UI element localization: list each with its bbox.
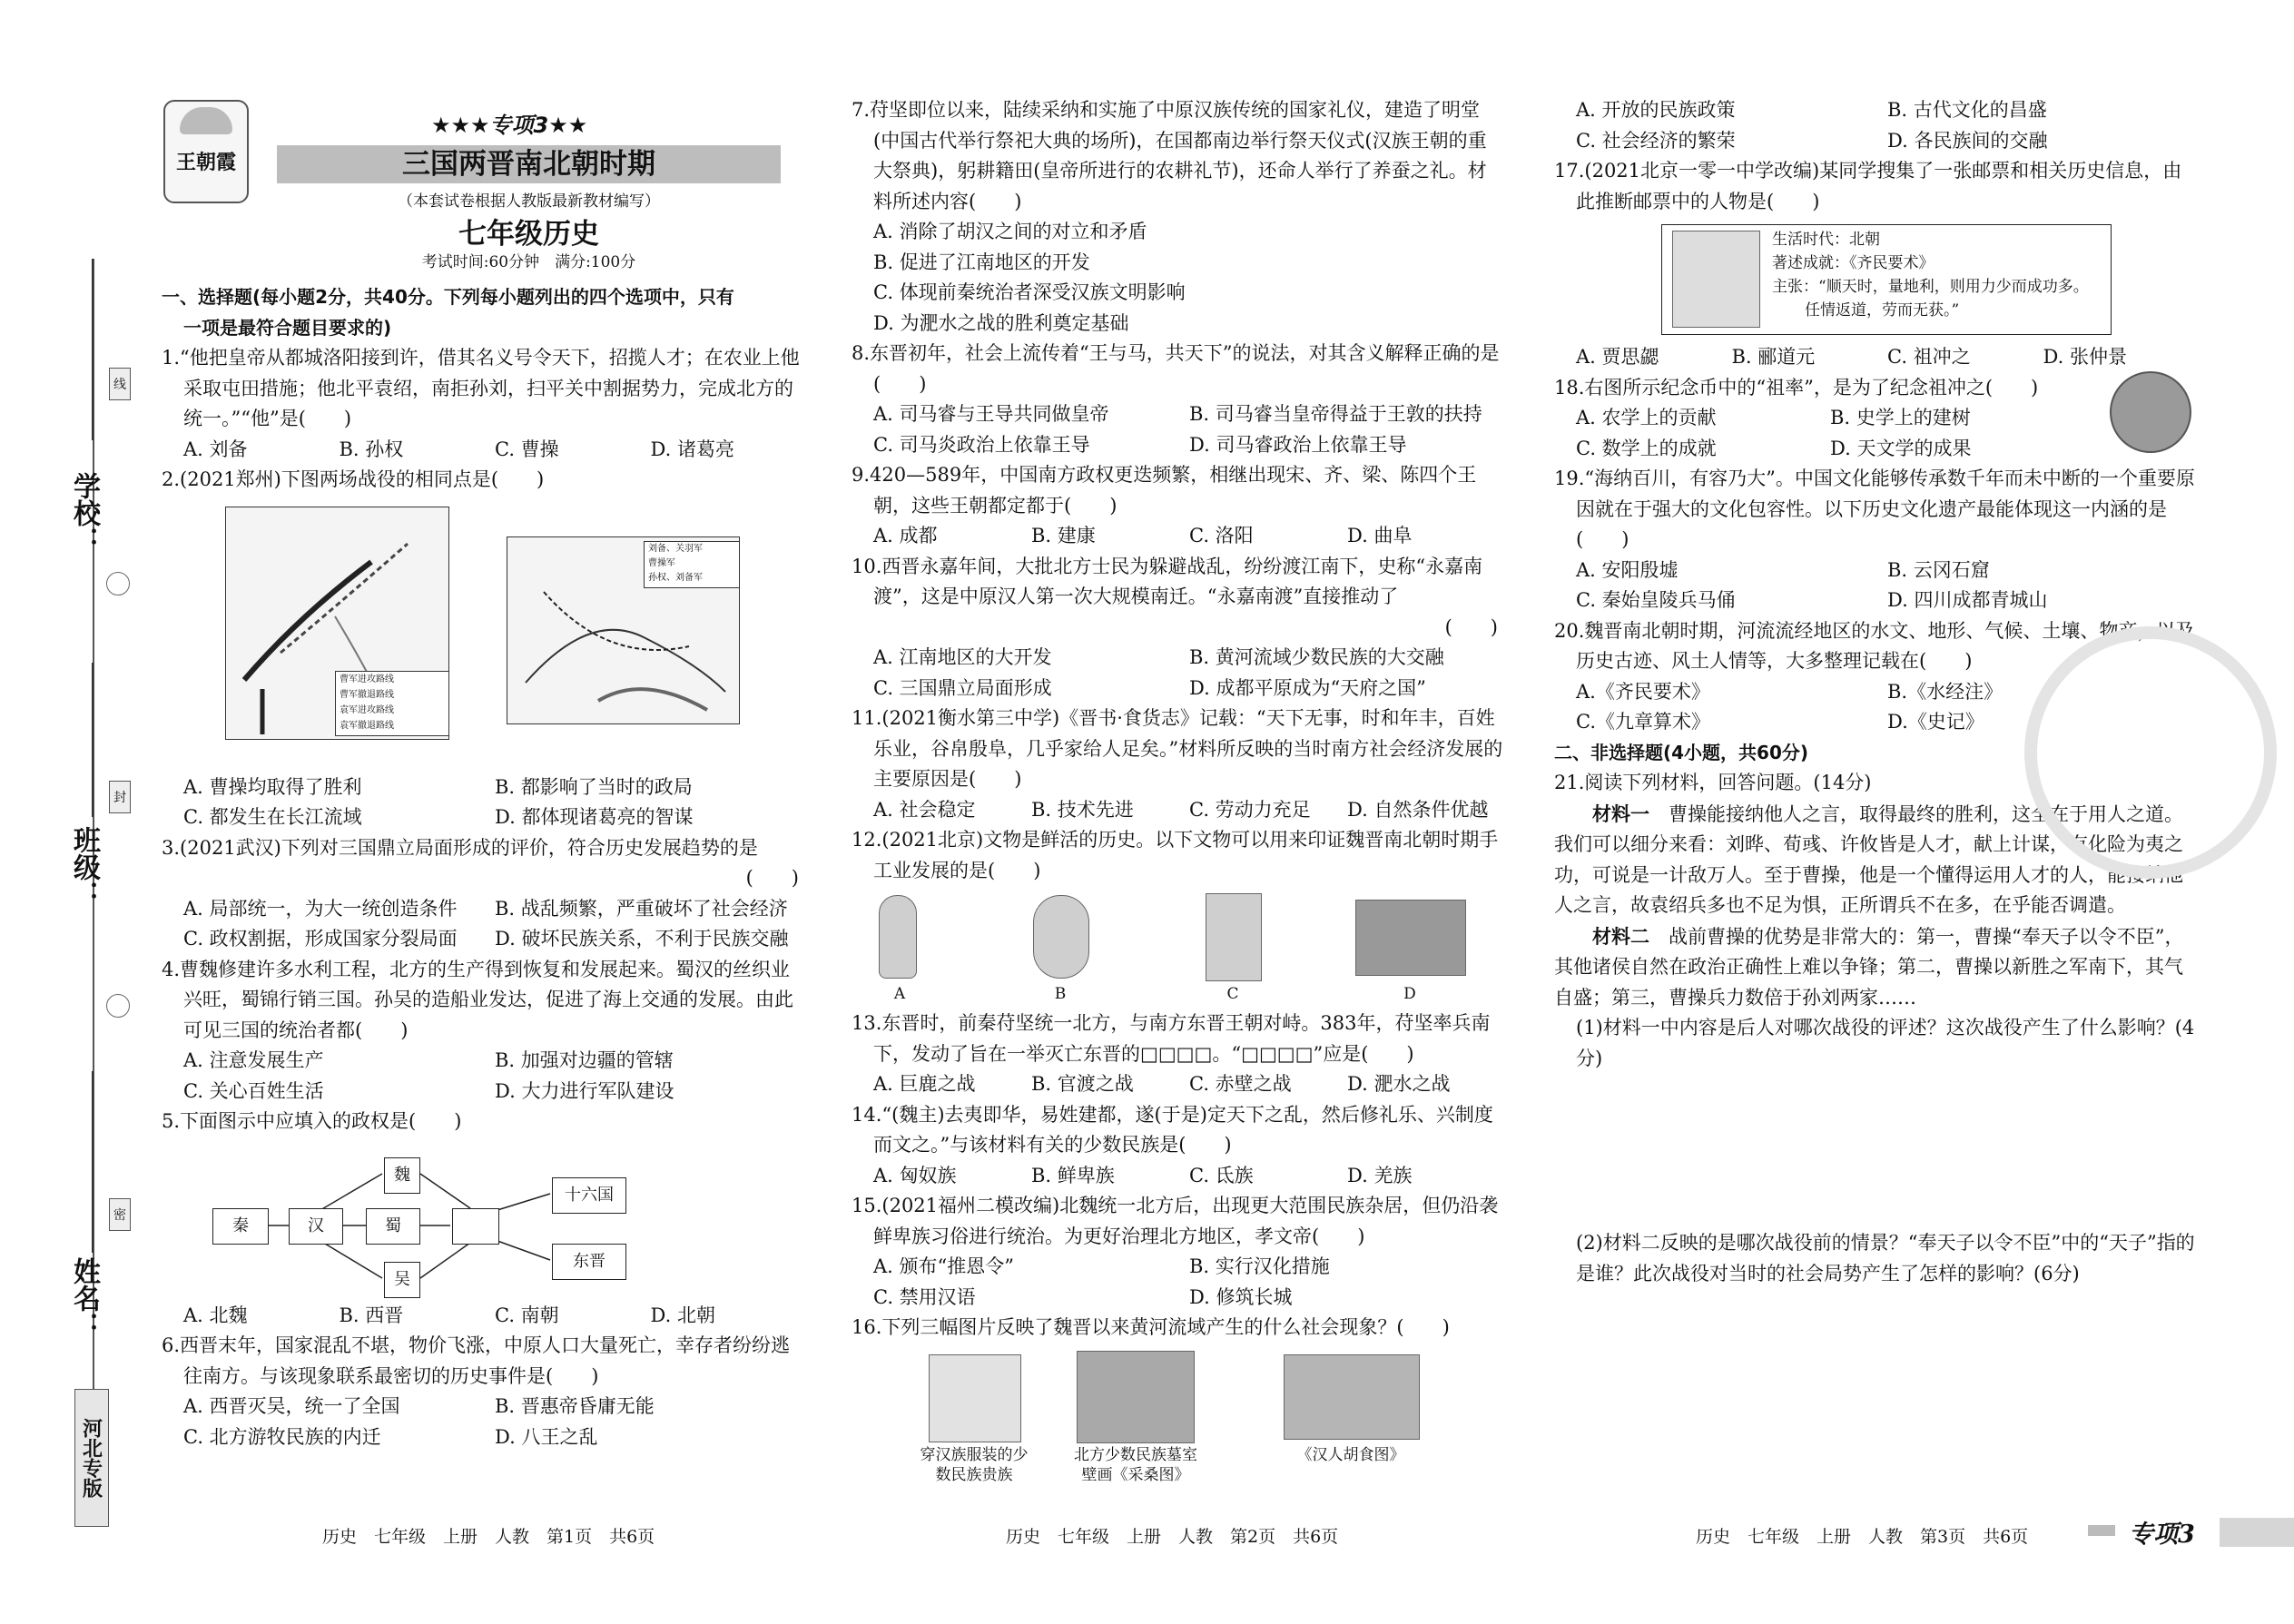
question-19: 19.“海纳百川，有容乃大”。中国文化能够传承数千年而未中断的一个重要原因就在于强大的文化包容性。以下历史文化遗产最能体现这一内涵的是( ) <box>1554 468 2195 550</box>
option[interactable]: B.《水经注》 <box>1887 680 2004 703</box>
option[interactable]: B. 技术先进 <box>1031 798 1134 821</box>
legend-item: 曹军撤退路线 <box>340 689 394 700</box>
artifact-a-vase-icon <box>879 895 917 979</box>
option[interactable]: C. 关心百姓生活 <box>183 1079 324 1102</box>
option[interactable]: C. 数学上的成就 <box>1576 437 1717 459</box>
seal-line: 线 <box>109 368 131 400</box>
q12-artifacts <box>852 886 1505 1009</box>
option[interactable]: D. 北朝 <box>650 1304 715 1326</box>
option[interactable]: C. 禁用汉语 <box>873 1285 976 1308</box>
option[interactable]: A. 消除了胡汉之间的对立和矛盾 <box>873 221 1147 242</box>
question-21: 21.阅读下列材料，回答问题。(14分) <box>1554 772 1872 793</box>
option[interactable]: C. 南朝 <box>495 1304 559 1326</box>
options-15b <box>852 1283 1505 1314</box>
option[interactable]: B. 都影响了当时的政局 <box>495 775 693 798</box>
answer-paren[interactable]: ( ) <box>1444 615 1498 638</box>
question-12: 12.(2021北京)文物是鲜活的历史。以下文物可以用来印证魏晋南北朝时期手工业发展的是( ) <box>852 829 1499 881</box>
option[interactable]: B. 黄河流域少数民族的大交融 <box>1189 646 1444 668</box>
material-2 <box>1554 921 2199 1014</box>
answer-area-1[interactable] <box>1554 1074 2199 1228</box>
sub-question-2: (2)材料二反映的是哪次战役前的情景？“奉天子以令不臣”中的“天子”指的是谁？此次战役对当时的社会局势产生了怎样的影响？(6分) <box>1576 1232 2195 1284</box>
legend-item: 袁军撤退路线 <box>340 720 394 731</box>
option[interactable]: A. 开放的民族政策 <box>1576 99 1736 121</box>
option[interactable]: D. 诸葛亮 <box>650 438 734 460</box>
options-2b <box>162 802 806 833</box>
flow-han: 汉 <box>289 1208 343 1245</box>
info-line: 主张：“顺天时，量地利，则用力少而成功多。 <box>1772 278 2089 296</box>
question-15: 15.(2021福州二模改编)北魏统一北方后，出现更大范围民族杂居，但仍沿袭鲜卑族习俗进行统治。为更好治理北方地区，孝文帝( ) <box>852 1195 1499 1247</box>
column-2 <box>852 95 1505 1493</box>
name-label: 姓名： <box>68 1257 100 1339</box>
option[interactable]: A. 注意发展生产 <box>183 1049 324 1071</box>
option[interactable]: A. 北魏 <box>183 1304 248 1326</box>
flow-eastern-jin: 东晋 <box>552 1244 626 1280</box>
question-1: 1.“他把皇帝从都城洛阳接到许，借其名义号令天下，招揽人才；在农业上他采取屯田措施；他北平袁绍，南拒孙刘，扫平关中割据势力，完成北方的统一。”“他”是( ) <box>162 347 800 429</box>
option[interactable]: B. 史学上的建树 <box>1830 407 1971 428</box>
option[interactable]: B. 晋惠帝昏庸无能 <box>495 1395 655 1417</box>
material-2-text: 战前曹操的优势是非常大的：第一，曹操“奉天子以令不臣”，其他诸侯自然在政治正确性上难以争锋；第二，曹操以新胜之军南下，其气自盛；第三，曹操兵力数倍于孙刘两家…… <box>1554 925 2184 1009</box>
option[interactable]: C. 曹操 <box>495 438 559 460</box>
option[interactable]: A. 西晋灭吴，统一了全国 <box>183 1395 400 1417</box>
option[interactable]: B. 古代文化的昌盛 <box>1887 99 2047 121</box>
option[interactable]: D. 司马睿政治上依靠王导 <box>1189 433 1407 456</box>
option[interactable]: B. 郦道元 <box>1731 346 1816 368</box>
option[interactable]: A. 颁布“推恩令” <box>873 1255 1014 1277</box>
option[interactable]: A. 社会稳定 <box>873 798 976 821</box>
stamp-portrait-icon <box>1672 231 1760 328</box>
info-line: 著述成就：《齐民要术》 <box>1772 254 1935 272</box>
options-19b <box>1554 586 2199 616</box>
options-16b <box>1554 126 2199 157</box>
footer-bar-icon <box>2088 1525 2115 1536</box>
question-20: 20.魏晋南北朝时期，河流流经地区的水文、地形、气候、土壤、物产，以及历史古迹、风土人情等，大多整理记载在( ) <box>1554 619 2195 672</box>
option[interactable]: B. 西晋 <box>339 1304 404 1326</box>
options-8 <box>852 399 1505 430</box>
options-2 <box>162 773 806 803</box>
legend-item: 曹军进攻路线 <box>340 674 394 684</box>
option[interactable]: C. 北方游牧民族的内迁 <box>183 1425 381 1448</box>
option[interactable]: A. 成都 <box>873 525 938 546</box>
option[interactable]: C. 氐族 <box>1189 1164 1254 1186</box>
option[interactable]: D. 成都平原成为“天府之国” <box>1189 676 1426 699</box>
options-6 <box>162 1392 806 1422</box>
option[interactable]: B. 官渡之战 <box>1031 1073 1134 1095</box>
options-9 <box>852 521 1505 552</box>
options-10 <box>852 643 1505 674</box>
option[interactable]: C. 社会经济的繁荣 <box>1576 129 1736 152</box>
option[interactable]: A. 江南地区的大开发 <box>873 646 1052 668</box>
class-label: 班级： <box>68 826 100 908</box>
legend-item: 袁军进攻路线 <box>340 704 394 715</box>
option[interactable]: D. 自然条件优越 <box>1347 798 1489 821</box>
option[interactable]: D. 天文学的成果 <box>1830 437 1972 459</box>
commemorative-coin-icon <box>2110 371 2191 453</box>
option[interactable]: B. 鲜卑族 <box>1031 1164 1115 1186</box>
option[interactable]: D. 张仲景 <box>2043 346 2127 368</box>
image-caption: 穿汉族服装的少数民族贵族 <box>920 1445 1029 1484</box>
artifact-label: D <box>1403 985 1416 1003</box>
q17-stamp-card <box>1554 217 2199 342</box>
flow-qin: 秦 <box>212 1208 269 1245</box>
option[interactable]: D. 八王之乱 <box>495 1425 598 1448</box>
question-7: 7.苻坚即位以来，陆续采纳和实施了中原汉族传统的国家礼仪，建造了明堂(中国古代举行祭祀大典的场所)，在国都南边举行祭天仪式(汉族王朝的重大祭典)，躬耕籍田(皇帝所进行的农耕礼节)，还命人举行了养蚕之礼。材料所述内容( ) <box>852 99 1487 212</box>
options-3 <box>162 894 806 925</box>
option[interactable]: C. 秦始皇陵兵马俑 <box>1576 589 1736 611</box>
image-caption: 北方少数民族墓室壁画《采桑图》 <box>1074 1445 1197 1484</box>
option[interactable]: A. 刘备 <box>183 438 248 460</box>
noble-figure-icon <box>929 1354 1021 1442</box>
option[interactable]: B. 加强对边疆的管辖 <box>495 1049 674 1071</box>
options-14 <box>852 1161 1505 1192</box>
options-4b <box>162 1077 806 1107</box>
publisher-logo <box>163 100 249 203</box>
question-4: 4.曹魏修建许多水利工程，北方的生产得到恢复和发展起来。蜀汉的丝织业兴旺，蜀锦行销三国。孙吴的造船业发达，促进了海上交通的发展。由此可见三国的统治者都( ) <box>162 958 793 1041</box>
legend-item: 孙权、刘备军 <box>648 572 703 583</box>
options-11 <box>852 795 1505 826</box>
crown-icon <box>180 107 232 134</box>
options-17 <box>1554 342 2199 373</box>
option[interactable]: C. 祖冲之 <box>1887 346 1971 368</box>
artifact-label: C <box>1226 985 1239 1003</box>
image-caption: 《汉人胡食图》 <box>1296 1445 1405 1464</box>
footer-band <box>2220 1518 2294 1547</box>
option[interactable]: B. 孙权 <box>339 438 404 460</box>
option[interactable]: A. 曹操均取得了胜利 <box>183 775 362 798</box>
options-16 <box>1554 95 2199 126</box>
option[interactable]: A. 司马睿与王导共同做皇帝 <box>873 403 1109 425</box>
options-18b <box>1554 434 2084 465</box>
question-16: 16.下列三幅图片反映了魏晋以来黄河流域产生的什么社会现象？( ) <box>852 1316 1450 1338</box>
option[interactable]: C. 劳动力充足 <box>1189 798 1311 821</box>
chibi-legend <box>644 541 740 588</box>
binding-hole-icon <box>106 994 130 1018</box>
artifact-label: B <box>1054 985 1067 1003</box>
options-19 <box>1554 556 2199 586</box>
options-15 <box>852 1252 1505 1283</box>
options-6b <box>162 1422 806 1453</box>
artifact-c-warrior-icon <box>1206 893 1262 981</box>
option[interactable]: A. 局部统一，为大一统创造条件 <box>183 897 458 920</box>
option[interactable]: D. 大力进行军队建设 <box>495 1079 674 1102</box>
option[interactable]: C. 都发生在长江流域 <box>183 806 362 828</box>
class-field[interactable] <box>92 663 95 817</box>
region-label: 河北专版 <box>74 1389 109 1527</box>
school-field[interactable] <box>92 259 95 440</box>
flow-blank[interactable] <box>452 1208 499 1245</box>
option[interactable]: A. 农学上的贡献 <box>1576 407 1717 428</box>
subject-title: 七年级历史 <box>458 218 599 251</box>
option[interactable]: B. 司马睿当皇帝得益于王敦的扶持 <box>1189 403 1482 425</box>
question-3: 3.(2021武汉)下列对三国鼎立局面形成的评价，符合历史发展趋势的是 <box>162 836 758 859</box>
option[interactable]: D. 修筑长城 <box>1189 1285 1293 1308</box>
material-1-label: 材料一 <box>1592 802 1649 825</box>
option[interactable]: A. 贾思勰 <box>1576 346 1659 368</box>
answer-paren[interactable]: ( ) <box>745 867 799 889</box>
option[interactable]: C. 政权割据，形成国家分裂局面 <box>183 928 458 950</box>
q5-flowchart <box>162 1137 806 1301</box>
school-label: 学校： <box>68 472 100 554</box>
option[interactable]: B. 战乱频繁，严重破坏了社会经济 <box>495 897 788 920</box>
option[interactable]: D. 为淝水之战的胜利奠定基础 <box>873 311 1129 334</box>
option[interactable]: D. 曲阜 <box>1347 525 1413 546</box>
option[interactable]: A.《齐民要术》 <box>1576 680 1710 703</box>
logo-text: 王朝霞 <box>175 151 236 174</box>
flow-wu: 吴 <box>384 1262 420 1298</box>
footer-page-2: 历史 七年级 上册 人教 第2页 共6页 <box>1006 1527 1339 1547</box>
option[interactable]: D. 淝水之战 <box>1347 1073 1451 1095</box>
option[interactable]: D.《史记》 <box>1887 711 1984 733</box>
watermark-seal <box>2024 626 2277 879</box>
binding-hole-icon <box>106 572 130 595</box>
info-line: 任情返道，劳而无获。” <box>1805 301 1960 320</box>
sub-question-1: (1)材料一中内容是后人对哪次战役的评述？这次战役产生了什么影响？(4分) <box>1576 1017 2195 1069</box>
column-1 <box>162 282 806 1452</box>
options-13 <box>852 1069 1505 1100</box>
guandu-map <box>225 507 449 740</box>
seal-secret: 密 <box>109 1198 131 1231</box>
option[interactable]: A. 巨鹿之战 <box>873 1073 976 1095</box>
artifact-b-figurine-icon <box>1033 895 1089 979</box>
flow-sixteen-kingdoms: 十六国 <box>552 1177 626 1214</box>
option[interactable]: C. 三国鼎立局面形成 <box>873 676 1052 699</box>
special-badge: ★★★专项3★★ <box>431 113 588 138</box>
artifact-d-mural-icon <box>1355 900 1466 976</box>
option[interactable]: C. 体现前秦统治者深受汉族文明影响 <box>873 281 1186 303</box>
option[interactable]: D. 各民族间的交融 <box>1887 129 2048 152</box>
options-4 <box>162 1046 806 1077</box>
question-6: 6.西晋末年，国家混乱不堪，物价飞涨，中原人口大量死亡，幸存者纷纷逃往南方。与该现象联系最密切的历史事件是( ) <box>162 1334 791 1387</box>
seal-seal: 封 <box>109 781 131 813</box>
mural-icon <box>1077 1351 1195 1443</box>
question-9: 9.420—589年，中国南方政权更迭频繁，相继出现宋、齐、梁、陈四个王朝，这些王朝都定都于( ) <box>852 464 1477 517</box>
footer-page-1: 历史 七年级 上册 人教 第1页 共6页 <box>322 1527 655 1547</box>
footer-tag: 专项3 <box>2129 1521 2195 1549</box>
material-1-text: 曹操能接纳他人之言，取得最终的胜利，这全在于用人之道。我们可以细分来看：刘晔、荀彧、许攸皆是人才，献上计谋，有化险为夷之功，可说是一计敌万人。至于曹操，他是一个懂得运用人才的人，能接纳他人之言，故袁绍兵多也不足为惧，正所谓兵不在多，在乎能否调遣。 <box>1554 802 2183 916</box>
question-8: 8.东晋初年，社会上流传着“王与马，共天下”的说法，对其含义解释正确的是( ) <box>852 342 1500 395</box>
option[interactable]: B. 建康 <box>1031 525 1096 546</box>
section1-heading: 一、选择题(每小题2分，共40分。下列每小题列出的四个选项中，只有 <box>162 286 734 308</box>
page-title: 三国两晋南北朝时期 <box>402 148 655 181</box>
option[interactable]: A. 安阳殷墟 <box>1576 558 1679 581</box>
option[interactable]: D. 四川成都青城山 <box>1887 589 2048 611</box>
option[interactable]: C. 赤壁之战 <box>1189 1073 1292 1095</box>
q16-images <box>852 1343 1505 1493</box>
legend-item: 曹操军 <box>648 557 675 568</box>
option[interactable]: C. 洛阳 <box>1189 525 1254 546</box>
options-3b <box>162 924 806 955</box>
hu-food-painting-icon <box>1284 1354 1420 1440</box>
legend-item: 刘备、关羽军 <box>648 543 703 554</box>
question-18: 18.右图所示纪念币中的“祖率”，是为了纪念祖冲之( ) <box>1554 376 2039 399</box>
option[interactable]: D. 都体现诸葛亮的智谋 <box>495 806 694 828</box>
options-1 <box>162 435 806 466</box>
info-line: 生活时代：北朝 <box>1772 231 1880 249</box>
section2-heading: 二、非选择题(4小题，共60分) <box>1554 741 1809 763</box>
flow-wei: 魏 <box>384 1157 420 1194</box>
options-10b <box>852 674 1505 704</box>
option[interactable]: B. 云冈石窟 <box>1887 558 1990 581</box>
q2-maps <box>162 496 806 773</box>
q18-block <box>1554 373 2199 465</box>
question-14: 14.“(魏主)去夷即华，易姓建都，遂(于是)定天下之乱，然后修礼乐、兴制度而文之。”与该材料有关的少数民族是( ) <box>852 1103 1493 1156</box>
question-5: 5.下面图示中应填入的政权是( ) <box>162 1110 462 1132</box>
title-note: （本套试卷根据人教版最新教材编写） <box>398 192 660 211</box>
option[interactable]: C.《九章算术》 <box>1576 711 1710 733</box>
options-8b <box>852 430 1505 461</box>
flow-shu: 蜀 <box>366 1208 420 1245</box>
option[interactable]: C. 司马炎政治上依靠王导 <box>873 433 1090 456</box>
material-2-label: 材料二 <box>1592 924 1649 948</box>
question-13: 13.东晋时，前秦苻坚统一北方，与南方东晋王朝对峙。383年，苻坚率兵南下，发动了旨在一举灭亡东晋的□□□□。“□□□□”应是( ) <box>852 1012 1491 1065</box>
option[interactable]: B. 实行汉化措施 <box>1189 1255 1330 1277</box>
question-2: 2.(2021郑州)下图两场战役的相同点是( ) <box>162 468 545 490</box>
option[interactable]: D. 羌族 <box>1347 1164 1413 1186</box>
stamp-info <box>1772 228 2089 322</box>
artifact-label: A <box>893 985 906 1003</box>
chibi-map <box>507 536 740 724</box>
section1-heading-cont: 一项是最符合题目要求的) <box>183 316 392 339</box>
question-11: 11.(2021衡水第三中学)《晋书·食货志》记载：“天下无事，时和年丰，百姓乐业，谷帛殷阜，几乎家给人足矣。”材料所反映的当时南方社会经济发展的主要原因是( ) <box>852 707 1503 790</box>
footer-page-3: 历史 七年级 上册 人教 第3页 共6页 <box>1696 1527 2029 1547</box>
question-10: 10.西晋永嘉年间，大批北方士民为躲避战乱，纷纷渡江南下，史称“永嘉南渡”，这是中原汉人第一次大规模南迁。“永嘉南渡”直接推动了 <box>852 555 1483 607</box>
exam-info: 考试时间:60分钟 满分:100分 <box>421 253 636 271</box>
option[interactable]: D. 破坏民族关系，不利于民族交融 <box>495 928 789 950</box>
guandu-legend <box>335 671 449 736</box>
option[interactable]: B. 促进了江南地区的开发 <box>873 251 1090 273</box>
name-field[interactable] <box>92 1071 95 1253</box>
question-17: 17.(2021北京一零一中学改编)某同学搜集了一张邮票和相关历史信息，由此推断邮票中的人物是( ) <box>1554 160 2182 212</box>
options-5 <box>162 1301 806 1332</box>
options-18 <box>1554 403 2084 434</box>
option[interactable]: A. 匈奴族 <box>873 1164 957 1186</box>
